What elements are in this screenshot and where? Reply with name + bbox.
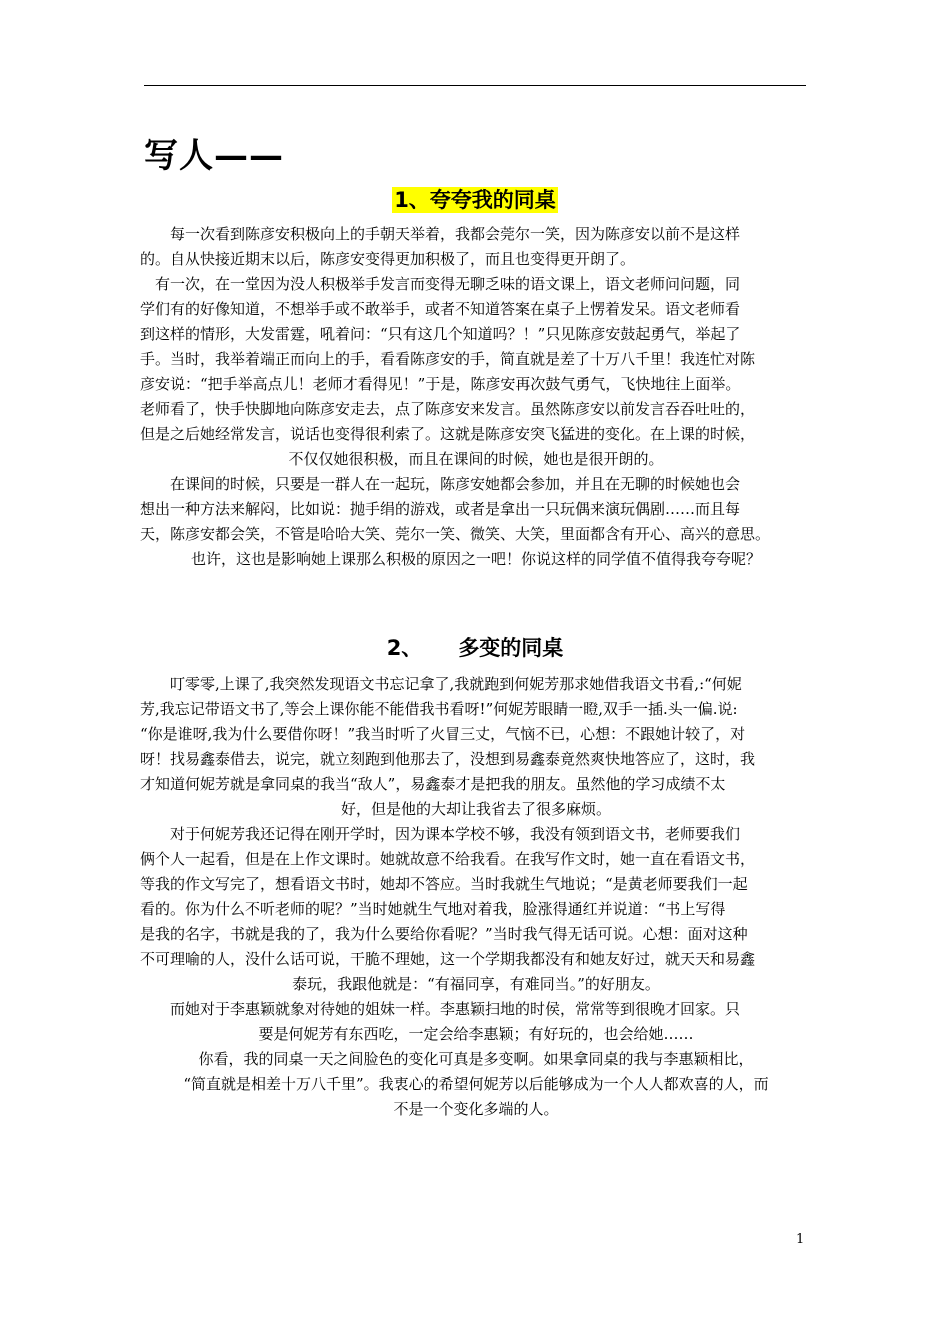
text-line: 好，但是他的大却让我省去了很多麻烦。 (340, 800, 611, 818)
section1-heading (0, 184, 950, 214)
section1-paragraph-2 (140, 272, 812, 472)
text-line: 叮零零,上课了,我突然发现语文书忘记拿了,我就跑到何妮芳那求她借我语文书看,:“何妮 (140, 675, 742, 693)
page-number: 1 (796, 1232, 805, 1247)
text-line: 是我的名字，书就是我的了，我为什么要给你看呢？”当时我气得无话可说。心想：面对这种 (140, 925, 748, 943)
text-line: 才知道何妮芳就是拿同桌的我当“敌人”，易鑫泰才是把我的朋友。虽然他的学习成绩不太 (140, 775, 726, 793)
text-line: 不可理喻的人，没什么话可说，干脆不理她，这一个学期我都没有和她友好过，就天天和易鑫 (140, 950, 756, 968)
section2-heading (0, 632, 950, 662)
text-line: 每一次看到陈彦安积极向上的手朝天举着，我都会莞尔一笑，因为陈彦安以前不是这样 (140, 225, 741, 243)
section2-heading-number: 2、 (386, 636, 423, 660)
text-line: 手。当时，我举着端正而向上的手，看看陈彦安的手，简直就是差了十万八千里！我连忙对陈 (140, 350, 756, 368)
text-line: 要是何妮芳有东西吃，一定会给李惠颖；有好玩的，也会给她…… (258, 1025, 694, 1043)
section2-paragraph-1 (140, 672, 812, 822)
text-line: 天，陈彦安都会笑，不管是哈哈大笑、莞尔一笑、微笑、大笑，里面都含有开心、高兴的意思。 (140, 525, 771, 543)
text-line: 不仅仅她很积极，而且在课间的时候，她也是很开朗的。 (288, 450, 664, 468)
section1-paragraph-1 (140, 222, 812, 272)
text-line: 的。自从快接近期末以后，陈彦安变得更加积极了，而且也变得更开朗了。 (140, 250, 636, 268)
text-line: 到这样的情形，大发雷霆，吼着问：“只有这几个知道吗？！”只见陈彦安鼓起勇气，举起了 (140, 325, 741, 343)
text-line: 不是一个变化多端的人。 (393, 1100, 559, 1118)
text-line: 但是之后她经常发言，说话也变得很利索了。这就是陈彦安突飞猛进的变化。在上课的时候， (140, 425, 756, 443)
section2-paragraph-2 (140, 822, 812, 997)
text-line: 学们有的好像知道，不想举手或不敢举手，或者不知道答案在桌子上愣着发呆。语文老师看 (140, 300, 741, 318)
text-line: 有一次，在一堂因为没人积极举手发言而变得无聊乏味的语文课上，语文老师问问题，同 (140, 275, 741, 293)
text-line: 呀！找易鑫泰借去，说完，就立刻跑到他那去了，没想到易鑫泰竟然爽快地答应了，这时，我 (140, 750, 756, 768)
text-line: 俩个人一起看，但是在上作文课时。她就故意不给我看。在我写作文时，她一直在看语文书， (140, 850, 756, 868)
text-line: 看的。你为什么不听老师的呢？”当时她就生气地对着我，脸涨得通红并说道：“书上写得 (140, 900, 726, 918)
text-line: 等我的作文写完了，想看语文书时，她却不答应。当时我就生气地说；“是黄老师要我们一起 (140, 875, 748, 893)
text-line: 泰玩，我跟他就是：“有福同享，有难同当。”的好朋友。 (292, 975, 660, 993)
text-line: 想出一种方法来解闷，比如说：抛手绢的游戏，或者是拿出一只玩偶来演玩偶剧……而且每 (140, 500, 741, 518)
section1-heading-text: 1、夸夸我的同桌 (394, 188, 556, 212)
section2-paragraph-4 (140, 1047, 812, 1122)
section2-paragraph-3 (140, 997, 812, 1047)
page-title: 写人—— (144, 136, 284, 176)
text-line: 芳,我忘记带语文书了,等会上课你能不能借我书看呀!”何妮芳眼睛一瞪,双手一插.头一偏.说: (140, 700, 738, 718)
text-line: 对于何妮芳我还记得在刚开学时，因为课本学校不够，我没有领到语文书，老师要我们 (140, 825, 741, 843)
text-line: 也许，这也是影响她上课那么积极的原因之一吧！你说这样的同学值不值得我夸夸呢？ (190, 550, 761, 568)
text-line: 你看，我的同桌一天之间脸色的变化可真是多变啊。如果拿同桌的我与李惠颖相比， (198, 1050, 754, 1068)
text-line: “你是谁呀,我为什么要借你呀！”我当时听了火冒三丈，气恼不已，心想：不跟她计较了，对 (140, 725, 746, 743)
section2-heading-text: 多变的同桌 (458, 636, 564, 660)
text-line: 在课间的时候，只要是一群人在一起玩，陈彦安她都会参加，并且在无聊的时候她也会 (140, 475, 741, 493)
text-line: “简直就是相差十万八千里”。我衷心的希望何妮芳以后能够成为一个人人都欢喜的人，而 (183, 1075, 769, 1093)
section1-paragraph-3 (140, 472, 812, 572)
text-line: 老师看了，快手快脚地向陈彦安走去，点了陈彦安来发言。虽然陈彦安以前发言吞吞吐吐的， (140, 400, 756, 418)
text-line: 而她对于李惠颖就象对待她的姐妹一样。李惠颖扫地的时侯，常常等到很晚才回家。只 (140, 1000, 741, 1018)
header-rule (144, 85, 806, 86)
text-line: 彦安说：“把手举高点儿！老师才看得见！”于是，陈彦安再次鼓气勇气，飞快地往上面举。 (140, 375, 741, 393)
